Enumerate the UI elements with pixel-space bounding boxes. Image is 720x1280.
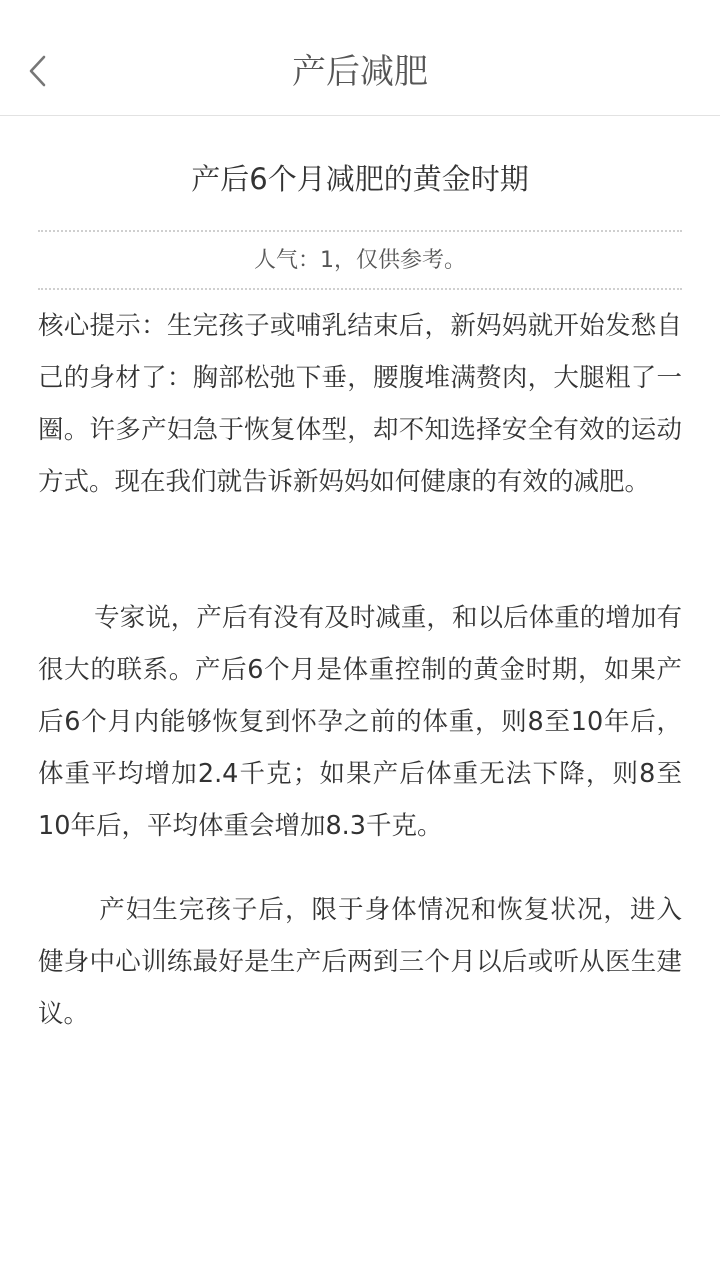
page-title: 产后减肥 bbox=[292, 52, 428, 92]
article-paragraph: 专家说，产后有没有及时减重，和以后体重的增加有很大的联系。产后6个月是体重控制的黄金时期，如果产后6个月内能够恢复到怀孕之前的体重，则8至10年后，体重平均增加2.4千克；如果产后体重无法下降，则8至10年后，平均体重会增加8.3千克。 bbox=[38, 603, 682, 841]
article-paragraph: 核心提示：生完孩子或哺乳结束后，新妈妈就开始发愁自己的身材了：胸部松弛下垂，腰腹堆满赘肉，大腿粗了一圈。许多产妇急于恢复体型，却不知选择安全有效的运动方式。现在我们就告诉新妈妈如何健康的有效的减肥。 bbox=[38, 311, 682, 497]
article bbox=[38, 116, 682, 1040]
article-title: 产后6个月减肥的黄金时期 bbox=[191, 162, 529, 196]
app-header bbox=[0, 0, 720, 116]
article-content bbox=[38, 290, 682, 1040]
article-meta: 人气：1，仅供参考。 bbox=[38, 230, 682, 290]
article-paragraph: 产妇生完孩子后，限于身体情况和恢复状况，进入健身中心训练最好是生产后两到三个月以后或听从医生建议。 bbox=[38, 895, 682, 1029]
paragraph-spacer bbox=[38, 508, 682, 592]
